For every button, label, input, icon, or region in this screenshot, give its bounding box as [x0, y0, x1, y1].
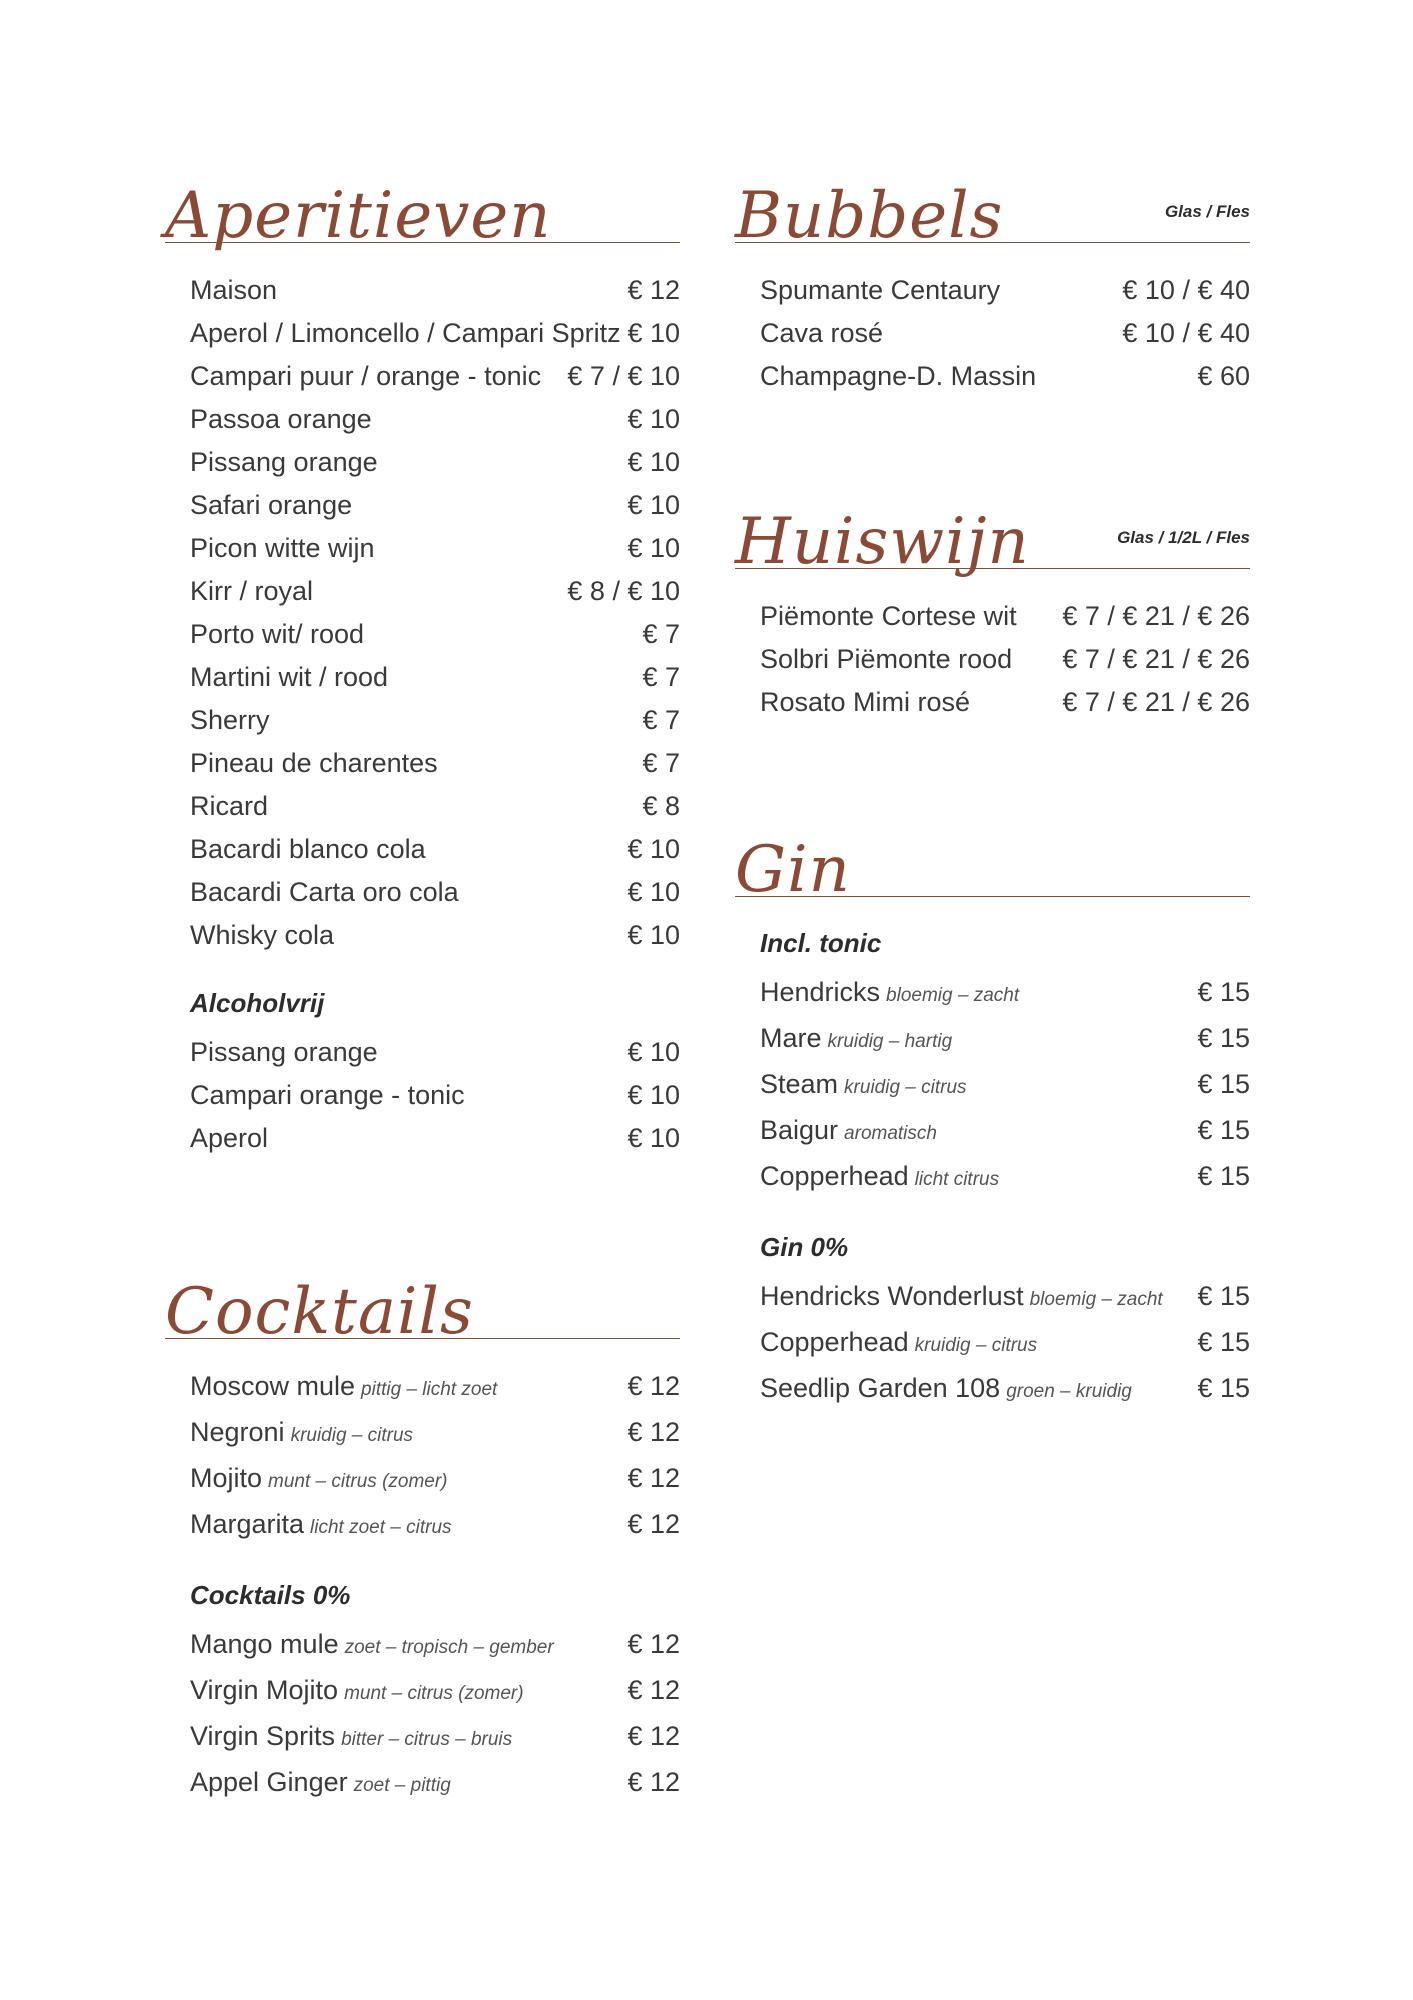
menu-item-name: Mare — [760, 1023, 822, 1053]
menu-item-name: Copperhead — [760, 1327, 909, 1357]
menu-item — [760, 1367, 1250, 1413]
menu-item-name: Hendricks Wonderlust — [760, 1281, 1024, 1311]
menu-item-price: € 12 — [627, 1629, 680, 1659]
menu-item-label — [760, 1275, 1163, 1321]
menu-item — [190, 1623, 680, 1669]
menu-item-price: € 10 — [627, 1037, 680, 1067]
menu-item-description: kruidig – citrus — [914, 1335, 1038, 1356]
menu-item — [760, 269, 1250, 312]
menu-item-label — [760, 1155, 999, 1201]
menu-item — [190, 699, 680, 742]
menu-item-label — [190, 570, 313, 613]
menu-list — [735, 269, 1250, 398]
menu-item-name: Sherry — [190, 705, 270, 735]
menu-item-name: Picon witte wijn — [190, 533, 375, 563]
menu-item-label — [190, 1761, 451, 1807]
menu-item — [190, 613, 680, 656]
menu-item — [760, 595, 1250, 638]
menu-item-label — [190, 1669, 524, 1715]
menu-item-name: Mojito — [190, 1463, 263, 1493]
menu-item-name: Appel Ginger — [190, 1767, 348, 1797]
menu-item — [190, 1715, 680, 1761]
menu-item-name: Safari orange — [190, 490, 353, 520]
menu-list — [735, 1275, 1250, 1413]
menu-item-price: € 15 — [1197, 1115, 1250, 1145]
menu-item — [190, 355, 680, 398]
menu-item-name: Martini wit / rood — [190, 662, 389, 692]
menu-item-label — [190, 742, 438, 785]
menu-item-price: € 12 — [627, 1463, 680, 1493]
menu-item-name: Aperol / Limoncello / Campari Spritz — [190, 318, 621, 348]
menu-item-price: € 12 — [627, 1675, 680, 1705]
menu-list — [165, 269, 680, 957]
menu-item-price: € 8 / € 10 — [567, 576, 680, 606]
menu-item-label — [190, 1457, 448, 1503]
left-column — [165, 150, 680, 1807]
menu-item — [190, 269, 680, 312]
menu-item-price: € 12 — [627, 1371, 680, 1401]
section-header — [735, 804, 1250, 907]
section-note: Glas / Fles — [1164, 202, 1250, 221]
menu-item — [190, 1365, 680, 1411]
menu-item-label — [760, 312, 883, 355]
menu-item — [760, 1017, 1250, 1063]
menu-item-label — [190, 785, 268, 828]
menu-item-name: Pissang orange — [190, 1037, 378, 1067]
menu-item — [760, 681, 1250, 724]
menu-item-label — [190, 527, 375, 570]
menu-item-description: kruidig – citrus — [844, 1077, 967, 1098]
menu-item-label — [760, 1367, 1132, 1413]
menu-item-label — [190, 355, 541, 398]
menu-item-price: € 15 — [1197, 1161, 1250, 1191]
section-bubbels — [735, 150, 1250, 398]
menu-item-price: € 15 — [1197, 1281, 1250, 1311]
menu-item-description: groen – kruidig — [1006, 1381, 1132, 1402]
menu-item-price: € 7 / € 21 / € 26 — [1062, 644, 1250, 674]
menu-item-description: munt – citrus (zomer) — [268, 1471, 448, 1492]
menu-item-price: € 7 / € 10 — [567, 361, 680, 391]
menu-item-label — [190, 484, 352, 527]
menu-item-label — [190, 613, 364, 656]
section-title: Bubbels — [735, 179, 1004, 253]
menu-item-price: € 7 / € 21 / € 26 — [1062, 601, 1250, 631]
menu-item-price: € 7 — [642, 748, 680, 778]
menu-item-price: € 10 / € 40 — [1122, 318, 1250, 348]
menu-item — [190, 441, 680, 484]
menu-item-price: € 7 — [642, 705, 680, 735]
menu-item-price: € 10 — [627, 533, 680, 563]
menu-item-label — [190, 441, 378, 484]
menu-item — [190, 1669, 680, 1715]
menu-item-price: € 12 — [627, 1417, 680, 1447]
menu-item-label — [190, 312, 621, 355]
menu-item — [760, 1155, 1250, 1201]
menu-item — [190, 1411, 680, 1457]
menu-item-label — [190, 1031, 378, 1074]
menu-item-name: Kirr / royal — [190, 576, 314, 606]
menu-item-name: Campari orange - tonic — [190, 1080, 465, 1110]
menu-item-description: licht citrus — [914, 1169, 1000, 1190]
menu-item-name: Passoa orange — [190, 404, 372, 434]
menu-item-label — [190, 1715, 512, 1761]
menu-item — [190, 1074, 680, 1117]
menu-item-price: € 10 — [627, 404, 680, 434]
subsection-title: Cocktails 0% — [190, 1580, 351, 1610]
menu-item-name: Campari puur / orange - tonic — [190, 361, 542, 391]
menu-item-name: Steam — [760, 1069, 839, 1099]
menu-item-name: Whisky cola — [190, 920, 335, 950]
menu-item-price: € 12 — [627, 1767, 680, 1797]
menu-item-price: € 10 — [627, 877, 680, 907]
menu-item-name: Maison — [190, 275, 278, 305]
menu-item — [190, 656, 680, 699]
menu-item-price: € 15 — [1197, 1373, 1250, 1403]
menu-item-label — [760, 595, 1017, 638]
menu-item-label — [190, 1074, 465, 1117]
section-title: Aperitieven — [165, 179, 552, 253]
menu-item-label — [760, 355, 1036, 398]
menu-item-price: € 12 — [627, 1721, 680, 1751]
menu-item-name: Moscow mule — [190, 1371, 356, 1401]
menu-item-label — [760, 971, 1019, 1017]
menu-item-name: Porto wit/ rood — [190, 619, 365, 649]
menu-item-label — [190, 269, 277, 312]
subsection-title: Alcoholvrij — [190, 988, 325, 1018]
menu-item-label — [190, 1117, 268, 1160]
menu-item-price: € 7 — [642, 662, 680, 692]
menu-item-label — [190, 1365, 497, 1411]
section-note: Glas / 1/2L / Fles — [1117, 528, 1250, 547]
section-header — [165, 1246, 680, 1349]
menu-item-name: Bacardi Carta oro cola — [190, 877, 459, 907]
menu-item-name: Champagne-D. Massin — [760, 361, 1037, 391]
menu-item-price: € 8 — [642, 791, 680, 821]
menu-item-price: € 7 / € 21 / € 26 — [1062, 687, 1250, 717]
menu-list — [165, 1623, 680, 1807]
menu-item-description: kruidig – citrus — [290, 1425, 414, 1446]
menu-item-label — [760, 1017, 952, 1063]
menu-item-description: aromatisch — [844, 1123, 937, 1144]
menu-item-description: pittig – licht zoet — [361, 1379, 498, 1400]
section-header — [165, 150, 680, 253]
menu-item — [760, 1321, 1250, 1367]
menu-item-price: € 12 — [627, 1509, 680, 1539]
menu-item — [760, 971, 1250, 1017]
menu-item-name: Seedlip Garden 108 — [760, 1373, 1001, 1403]
menu-item-label — [190, 914, 334, 957]
menu-item-description: zoet – tropisch – gember — [344, 1637, 554, 1658]
menu-item-name: Margarita — [190, 1509, 305, 1539]
menu-item-name: Piëmonte Cortese wit — [760, 601, 1017, 631]
section-title: Gin — [735, 833, 851, 907]
menu-item — [190, 1457, 680, 1503]
menu-item — [190, 1031, 680, 1074]
menu-item-name: Bacardi blanco cola — [190, 834, 426, 864]
menu-list — [735, 595, 1250, 724]
menu-item-price: € 15 — [1197, 1023, 1250, 1053]
menu-item-price: € 10 — [627, 834, 680, 864]
right-column — [735, 150, 1250, 1413]
menu-item-name: Hendricks — [760, 977, 881, 1007]
menu-item — [190, 1503, 680, 1549]
menu-item-name: Ricard — [190, 791, 269, 821]
menu-item-description: bloemig – zacht — [886, 985, 1020, 1006]
section-header — [735, 476, 1250, 579]
menu-item-label — [190, 699, 270, 742]
menu-item-label — [190, 828, 426, 871]
section-huiswijn — [735, 476, 1250, 724]
menu-item — [190, 527, 680, 570]
menu-item-name: Mango mule — [190, 1629, 339, 1659]
menu-item-label — [760, 1063, 967, 1109]
menu-item-name: Pineau de charentes — [190, 748, 438, 778]
menu-item-description: kruidig – hartig — [827, 1031, 953, 1052]
section-cocktails — [165, 1246, 680, 1807]
menu-item-label — [760, 1321, 1037, 1367]
section-gin — [735, 804, 1250, 1413]
menu-item — [190, 871, 680, 914]
menu-item — [760, 638, 1250, 681]
menu-item-price: € 10 — [627, 447, 680, 477]
menu-item-price: € 10 — [627, 1080, 680, 1110]
menu-item-label — [190, 871, 459, 914]
menu-item-price: € 10 — [627, 1123, 680, 1153]
menu-item — [190, 484, 680, 527]
menu-item-label — [190, 1503, 452, 1549]
menu-item-label — [760, 638, 1012, 681]
menu-item-description: munt – citrus (zomer) — [344, 1683, 524, 1704]
subsection-title: Incl. tonic — [760, 928, 882, 958]
menu-item-name: Aperol — [190, 1123, 269, 1153]
section-title: Cocktails — [165, 1275, 474, 1349]
menu-item-price: € 10 — [627, 490, 680, 520]
menu-item-label — [760, 1109, 937, 1155]
menu-item-price: € 7 — [642, 619, 680, 649]
menu-item — [760, 312, 1250, 355]
menu-item-description: bloemig – zacht — [1029, 1289, 1163, 1310]
menu-item-price: € 15 — [1197, 1069, 1250, 1099]
menu-item-description: zoet – pittig — [353, 1775, 451, 1796]
menu-item-name: Virgin Mojito — [190, 1675, 339, 1705]
menu-item-price: € 15 — [1197, 977, 1250, 1007]
menu-item-label — [190, 1623, 554, 1669]
menu-item-name: Rosato Mimi rosé — [760, 687, 971, 717]
menu-item-name: Solbri Piëmonte rood — [760, 644, 1013, 674]
menu-item-name: Copperhead — [760, 1161, 909, 1191]
menu-item-name: Baigur — [760, 1115, 839, 1145]
menu-item-description: bitter – citrus – bruis — [341, 1729, 513, 1750]
menu-item — [190, 398, 680, 441]
menu-item — [190, 914, 680, 957]
menu-item — [190, 828, 680, 871]
menu-item-description: licht zoet – citrus — [310, 1517, 452, 1538]
menu-item-name: Pissang orange — [190, 447, 378, 477]
section-header — [735, 150, 1250, 253]
section-aperitieven — [165, 150, 680, 1160]
subsection-title: Gin 0% — [760, 1232, 849, 1262]
menu-item — [760, 1109, 1250, 1155]
menu-item-name: Spumante Centaury — [760, 275, 1001, 305]
menu-item-label — [760, 681, 970, 724]
menu-item — [190, 312, 680, 355]
menu-item-price: € 10 — [627, 920, 680, 950]
menu-item-label — [190, 656, 388, 699]
menu-item-name: Negroni — [190, 1417, 285, 1447]
menu-list — [165, 1031, 680, 1160]
menu-item-name: Cava rosé — [760, 318, 884, 348]
menu-item — [190, 1761, 680, 1807]
menu-item — [760, 1275, 1250, 1321]
menu-item — [190, 742, 680, 785]
menu-item — [760, 355, 1250, 398]
menu-item-name: Virgin Sprits — [190, 1721, 336, 1751]
menu-item — [760, 1063, 1250, 1109]
menu-item-label — [190, 398, 372, 441]
menu-item-price: € 10 — [627, 318, 680, 348]
menu-item-label — [190, 1411, 413, 1457]
menu-item-label — [760, 269, 1000, 312]
menu-item-price: € 10 / € 40 — [1122, 275, 1250, 305]
menu-item-price: € 60 — [1197, 361, 1250, 391]
menu-item-price: € 15 — [1197, 1327, 1250, 1357]
menu-list — [165, 1365, 680, 1549]
menu-item — [190, 570, 680, 613]
menu-item — [190, 785, 680, 828]
menu-item — [190, 1117, 680, 1160]
menu-list — [735, 971, 1250, 1201]
section-title: Huiswijn — [735, 505, 1030, 579]
menu-item-price: € 12 — [627, 275, 680, 305]
